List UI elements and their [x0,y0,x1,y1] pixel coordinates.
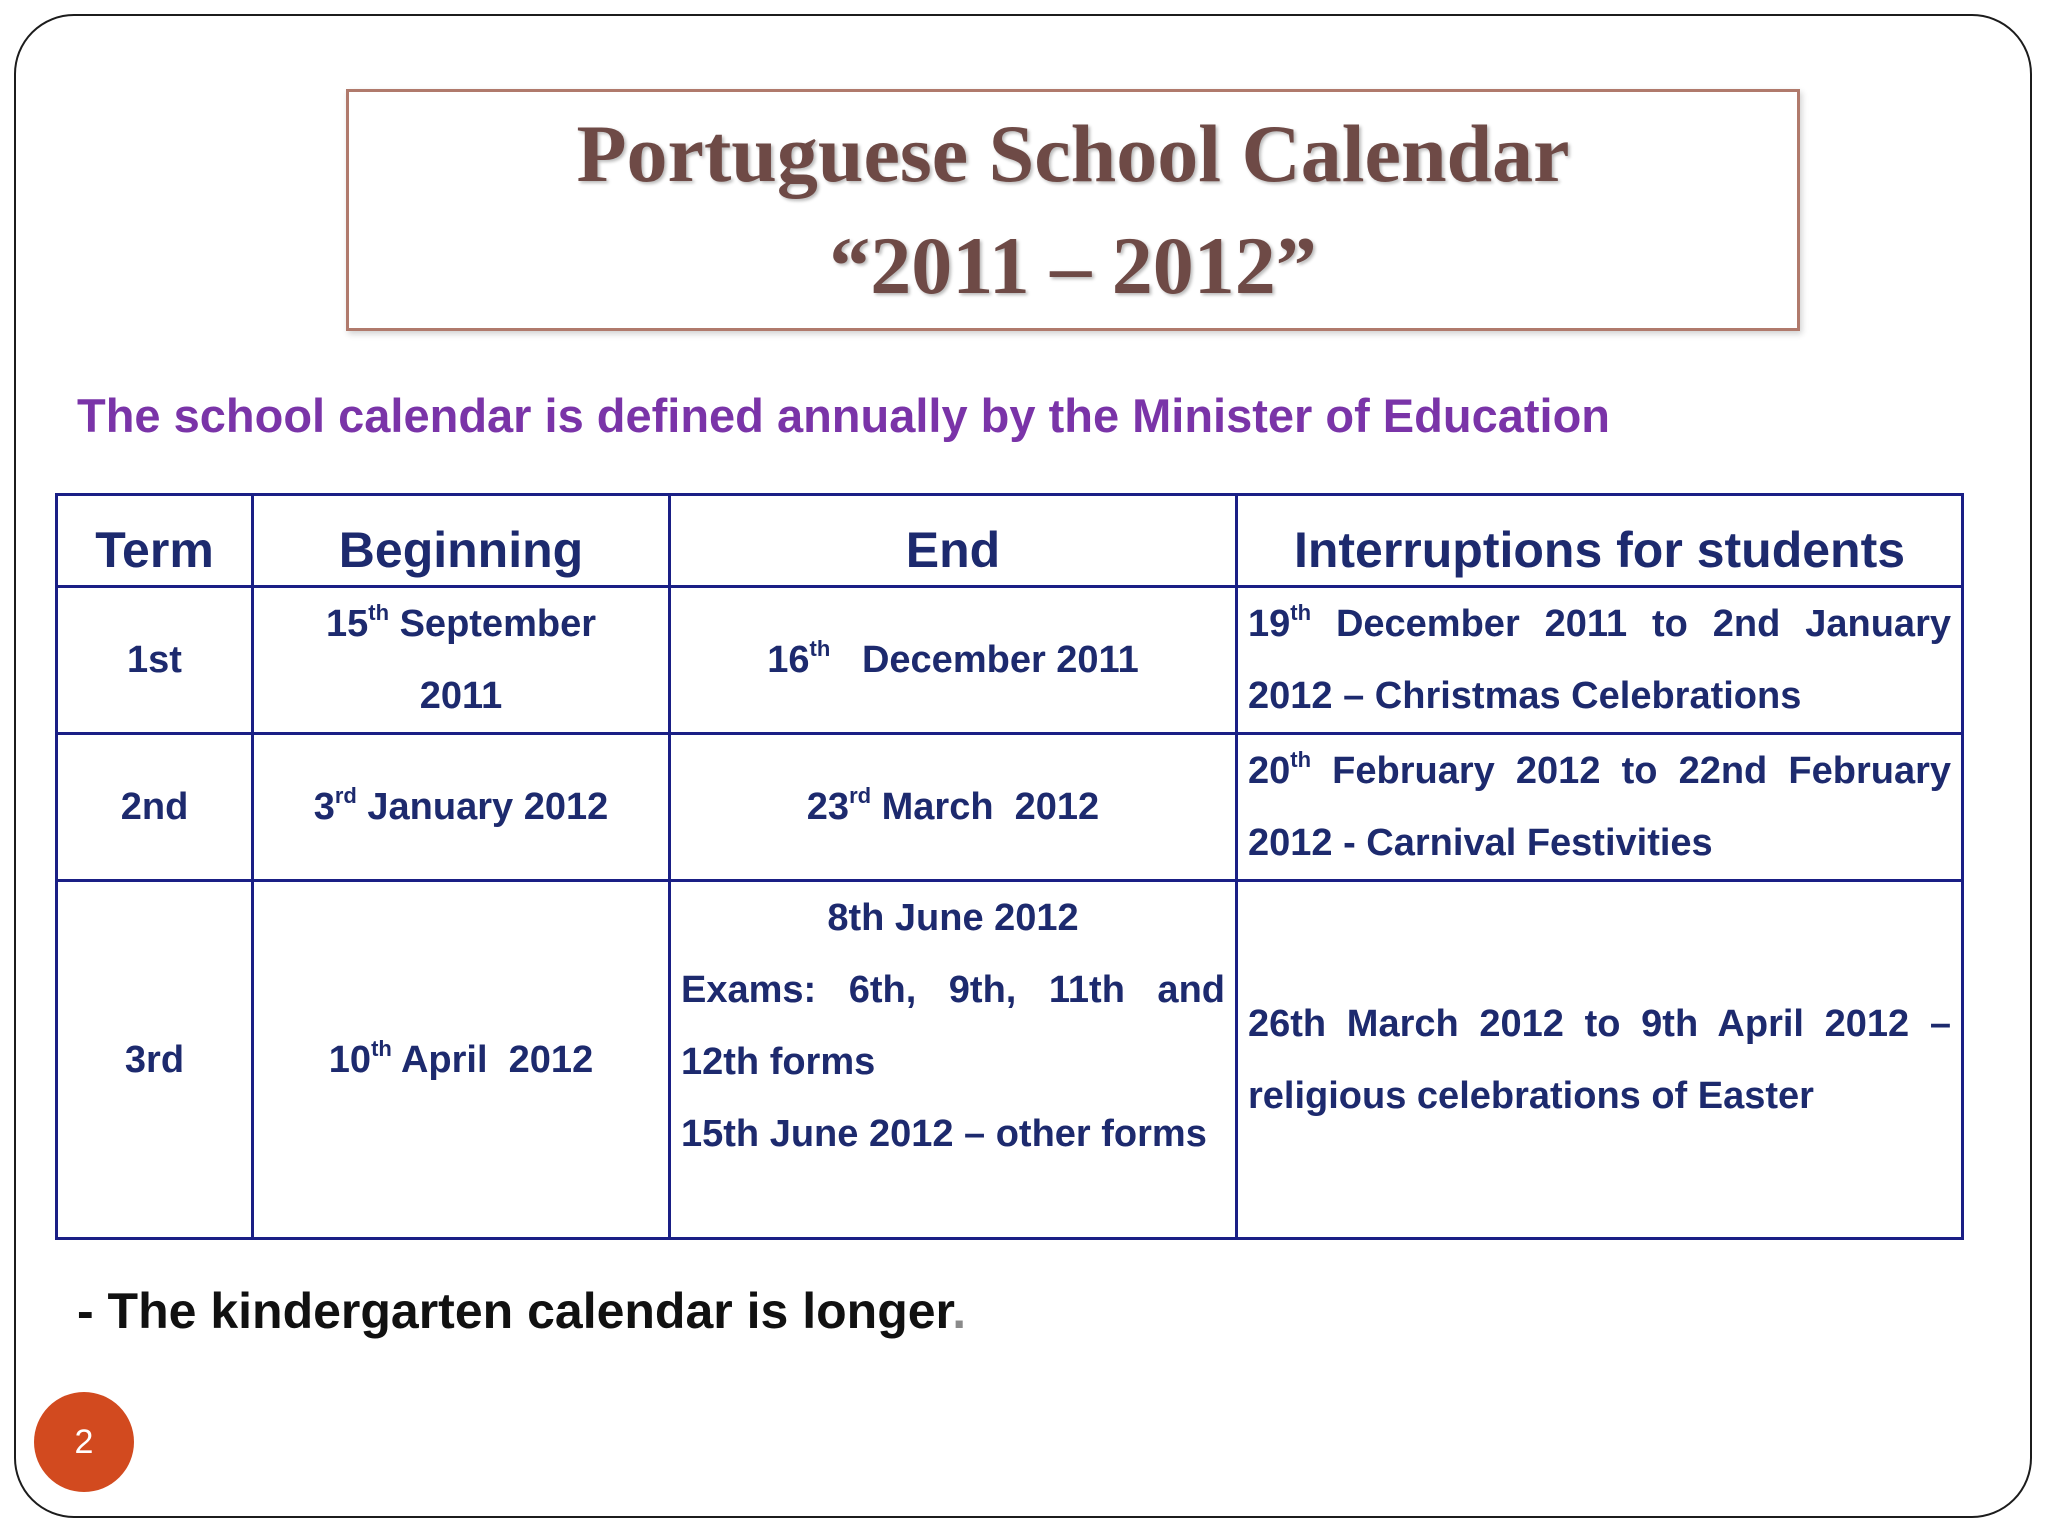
beginning-day: 3 [313,786,335,828]
end-cell [670,587,1237,734]
end-day: 16 [767,639,810,681]
end-rest: March 2012 [871,786,1100,828]
interruption-day: 20 [1248,750,1291,792]
interruption-cell [1237,734,1963,881]
end-date: 8th June 2012 [827,897,1079,939]
title-box [346,89,1800,331]
beginning-rest: September 2011 [389,603,607,717]
beginning-suffix: rd [334,783,357,808]
interruption-rest: February 2012 to 22nd February 2012 - Carnival Festivities [1248,750,1951,864]
end-suffix: rd [849,783,872,808]
subtitle: The school calendar is defined annually by the Minister of Education [77,389,1610,442]
beginning-cell [253,881,670,1239]
beginning-cell [253,734,670,881]
end-day: 23 [806,786,850,828]
end-exams: Exams: 6th, 9th, 11th and 12th forms [681,969,1225,1083]
title-line-1: Portuguese School Calendar [576,108,1570,199]
calendar-table [55,493,1964,1240]
end-cell [670,734,1237,881]
title-line-2: “2011 – 2012” [829,220,1317,311]
interruption-text: 26th March 2012 to 9th April 2012 – religious celebrations of Easter [1248,1002,1951,1117]
beginning-rest: January 2012 [356,786,609,828]
term-cell: 1st [57,587,253,734]
page-number-badge: 2 [34,1392,134,1492]
interruption-suffix: th [1290,747,1312,772]
end-cell [670,881,1237,1239]
end-rest: December 2011 [830,639,1139,681]
term-cell: 2nd [57,734,253,881]
note-text: - The kindergarten calendar is longer [77,1283,953,1339]
interruption-cell [1237,587,1963,734]
term-cell: 3rd [57,881,253,1239]
header-beginning: Beginning [253,495,670,587]
interruption-suffix: th [1290,600,1312,625]
note-period: . [952,1283,967,1339]
interruption-cell [1237,881,1963,1239]
beginning-rest: April 2012 [391,1038,594,1081]
beginning-day: 15 [325,603,369,645]
header-term: Term [57,495,253,587]
beginning-suffix: th [371,1035,392,1061]
beginning-day: 10 [328,1038,372,1081]
header-end: End [670,495,1237,587]
kindergarten-note [77,1282,966,1340]
table-header-row [57,495,1963,587]
table-row [57,881,1963,1239]
end-other-forms: 15th June 2012 – other forms [681,1113,1207,1155]
table-row [57,587,1963,734]
interruption-day: 19 [1248,603,1291,645]
beginning-cell [253,587,670,734]
interruption-rest: December 2011 to 2nd January 2012 – Christmas Celebrations [1248,603,1951,717]
header-interruptions: Interruptions for students [1237,495,1963,587]
end-suffix: th [809,636,831,661]
table-row [57,734,1963,881]
beginning-suffix: th [368,600,390,625]
